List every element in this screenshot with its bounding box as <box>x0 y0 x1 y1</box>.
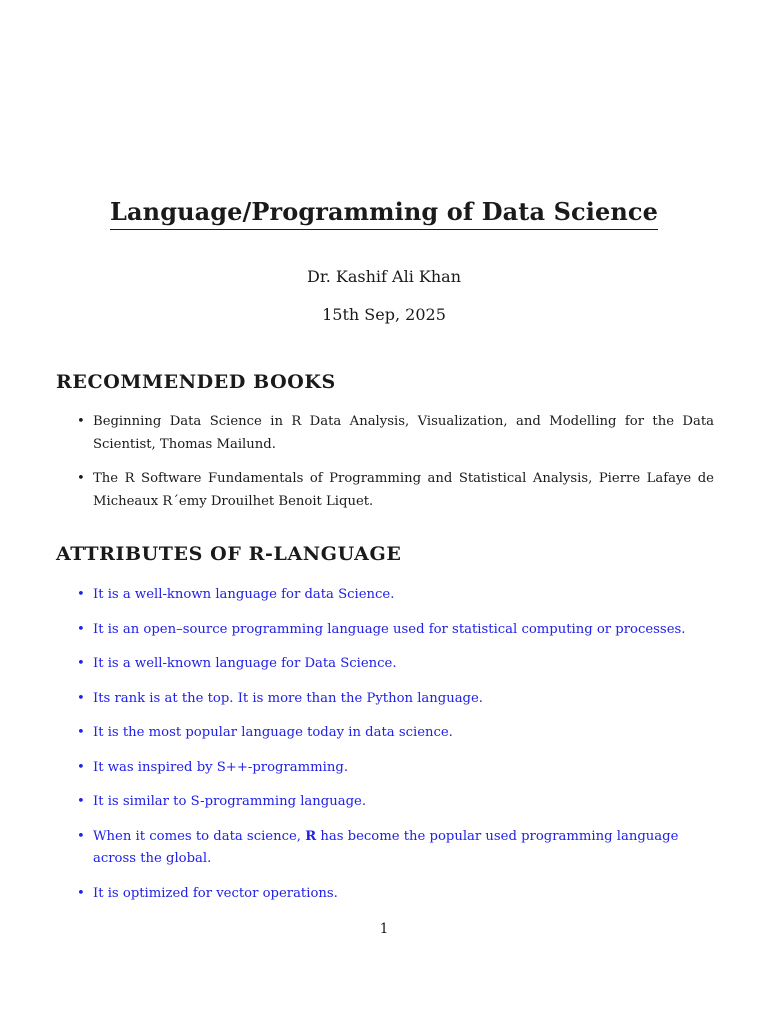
bullet-icon: • <box>77 587 85 602</box>
list-item-text: It is an open–source programming language used for statistical computing or processes. <box>93 621 686 637</box>
list-item <box>77 653 714 676</box>
list-item-text: It is a well-known language for data Science. <box>93 587 395 602</box>
page-number: 1 <box>379 921 389 937</box>
list-item-text: It is the most popular language today in data science. <box>93 725 453 740</box>
list-item <box>77 468 714 513</box>
list-item-text: It was inspired by S++-programming. <box>93 759 349 775</box>
list-item <box>77 757 714 780</box>
text-segment: has become the popular used programming language across the global. <box>93 828 679 866</box>
books-list <box>77 411 714 525</box>
list-item <box>77 883 714 906</box>
list-item-text: Its rank is at the top. It is more than the Python language. <box>93 690 483 706</box>
section-heading-attributes: ATTRIBUTES OF R-LANGUAGE <box>56 543 402 565</box>
list-item <box>77 826 714 871</box>
list-item-text: The R Software Fundamentals of Programming and Statistical Analysis, Pierre Lafaye de Micheaux R´emy Drouilhet Benoit Liquet. <box>93 471 714 509</box>
bullet-icon: • <box>77 828 85 844</box>
bullet-icon: • <box>77 621 85 637</box>
document-author: Dr. Kashif Ali Khan <box>307 267 461 286</box>
list-item-text: It is optimized for vector operations. <box>93 885 338 901</box>
bullet-icon: • <box>77 759 85 775</box>
list-item-text: Beginning Data Science in R Data Analysis, Visualization, and Modelling for the Data Scientist, Thomas Mailund. <box>93 414 714 452</box>
bold-r-letter: R <box>305 828 317 844</box>
bullet-icon: • <box>77 690 85 706</box>
list-item-text <box>93 829 678 867</box>
bullet-icon: • <box>77 885 85 901</box>
list-item <box>77 791 714 814</box>
document-title: Language/Programming of Data Science <box>110 197 658 230</box>
list-item <box>77 722 714 745</box>
list-item <box>77 584 714 607</box>
document-title-wrapper <box>0 197 768 230</box>
document-date: 15th Sep, 2025 <box>322 305 446 324</box>
bullet-icon: • <box>77 794 85 809</box>
section-heading-books: RECOMMENDED BOOKS <box>56 371 336 393</box>
bullet-icon: • <box>77 725 85 740</box>
bullet-icon: • <box>77 471 85 486</box>
list-item-text: It is a well-known language for Data Science. <box>93 656 397 671</box>
list-item <box>77 411 714 456</box>
bullet-icon: • <box>77 656 85 671</box>
attributes-list <box>77 584 714 917</box>
list-item-text: It is similar to S-programming language. <box>93 794 367 809</box>
text-segment: When it comes to data science, <box>93 828 306 844</box>
list-item <box>77 619 714 642</box>
list-item <box>77 688 714 711</box>
bullet-icon: • <box>77 414 85 429</box>
